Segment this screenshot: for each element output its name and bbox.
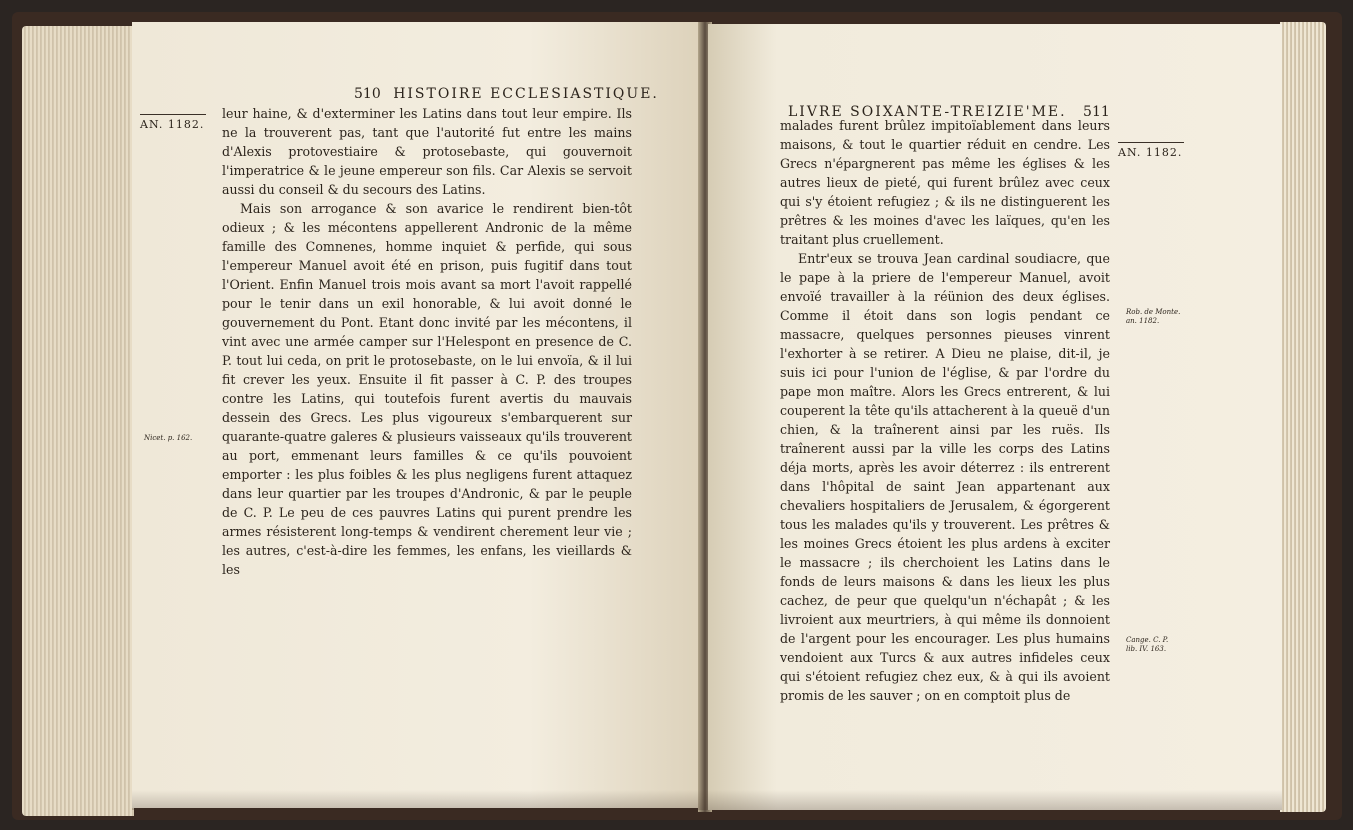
- left-page-number: 510: [354, 86, 381, 102]
- left-year-rule: [140, 114, 206, 115]
- left-paragraph-2: Mais son arrogance & son avarice le rendirent bien-tôt odieux ; & les mécontens appellerent Andronic de la même famille des Comnenes, homme inquiet & perfide, qui sous l'empereur Manuel avoit été en prison, puis fugitif dans tout l'Orient. Enfin Manuel trois mois avant sa mort l'avoit rappellé pour le tenir dans un exil honorable, & lui avoit donné le gouvernement du Pont. Etant donc invité par les mécontens, il vint avec une armée camper sur l'Helespont en presence de C. P. tout lui ceda, on prit le protosebaste, on le lui envoïa, & il lui fit crever les yeux. Ensuite il fit passer à C. P. des troupes contre les Latins, qui toutefois furent avertis du mauvais dessein des Grecs. Les plus vigoureux s'embarquerent sur quarante-quatre galeres & plusieurs vaisseaux qu'ils trouverent au port, emmenant leurs familles & ce qu'ils pouvoient emporter : les plus foibles & les plus negligens furent attaquez dans leur quartier par les troupes d'Andronic, & par le peuple de C. P. Le peu de ces pauvres Latins qui purent prendre les armes résisterent long-temps & vendirent cherement leur vie ; les autres, c'est-à-dire les femmes, les enfans, les vieillards & les: [222, 201, 632, 577]
- left-margin-note: Nicet. p. 162.: [144, 434, 193, 442]
- right-note-1-line-1: Rob. de Monte.: [1126, 308, 1181, 316]
- right-margin-note-robert: [1126, 308, 1180, 326]
- right-page-edges: [1280, 22, 1326, 812]
- right-page-number: 511: [1083, 104, 1110, 120]
- right-note-2-line-1: Cange. C. P.: [1126, 636, 1169, 644]
- right-paragraph-2: Entr'eux se trouva Jean cardinal soudiacre, que le pape à la priere de l'empereur Manuel, avoit envoïé travailler à la réünion des deux églises. Comme il étoit dans son logis pendant ce massacre, quelques personnes pieuses vinrent l'exhorter à se retirer. A Dieu ne plaise, dit-il, je suis ici pour l'union de l'église, & par l'ordre du pape mon maître. Alors les Grecs entrerent, & lui couperent la tête qu'ils attacherent à la queuë d'un chien, & la traînerent ainsi par les ruës. Ils traînerent aussi par la ville les corps des Latins déja morts, après les avoir déterrez : ils entrerent dans l'hôpital de saint Jean appartenant aux chevaliers hospitaliers de Jerusalem, & égorgerent tous les malades qu'ils y trouverent. Les prêtres & les moines Grecs étoient les plus ardens à exciter le massacre ; ils cherchoient les Latins dans le fonds de leurs maisons & dans les lieux les plus cachez, de peur que quelqu'un n'échapât ; & les livroient aux meurtriers, à qui même ils donnoient de l'argent pour les encourager. Les plus humains vendoient aux Turcs & aux autres infideles ceux qui s'étoient refugiez chez eux, & à qui ils avoient promis de les sauver ; on en comptoit plus de: [780, 251, 1110, 703]
- left-margin-year: [140, 114, 206, 131]
- right-year-rule: [1118, 142, 1184, 143]
- left-year-label: AN. 1182.: [140, 118, 205, 131]
- right-page: [708, 24, 1282, 810]
- right-body-text: [780, 116, 1110, 705]
- left-body-text: [222, 104, 632, 579]
- right-paragraph-1: malades furent brûlez impitoïablement dans leurs maisons, & tout le quartier réduit en cendre. Les Grecs n'épargnerent pas même les églises & les autres lieux de pieté, qui furent brûlez avec ceux qui s'y étoient refugiez ; & ils ne distinguerent les prêtres & les moines d'avec les laïques, qu'en les traitant plus cruellement.: [780, 118, 1110, 247]
- right-margin-note-cange: [1126, 636, 1168, 654]
- left-running-title: HISTOIRE ECCLESIASTIQUE.: [393, 86, 659, 102]
- bottom-shadow: [132, 790, 1282, 810]
- left-running-head: [354, 86, 659, 102]
- right-year-label: AN. 1182.: [1118, 146, 1183, 159]
- right-note-2-line-2: lib. IV. 163.: [1126, 645, 1167, 653]
- left-page: [132, 22, 700, 808]
- right-running-title: LIVRE SOIXANTE-TREIZIE'ME.: [788, 104, 1067, 120]
- left-paragraph-1: leur haine, & d'exterminer les Latins dans tout leur empire. Ils ne la trouverent pas, tant que l'autorité fut entre les mains d'Alexis protovestiaire & protosebaste, qui gouvernoit l'imperatrice & le jeune empereur son fils. Car Alexis se servoit aussi du conseil & du secours des Latins.: [222, 106, 632, 197]
- left-page-edges: [22, 26, 134, 816]
- right-margin-year: [1118, 142, 1184, 159]
- right-note-1-line-2: an. 1182.: [1126, 317, 1160, 325]
